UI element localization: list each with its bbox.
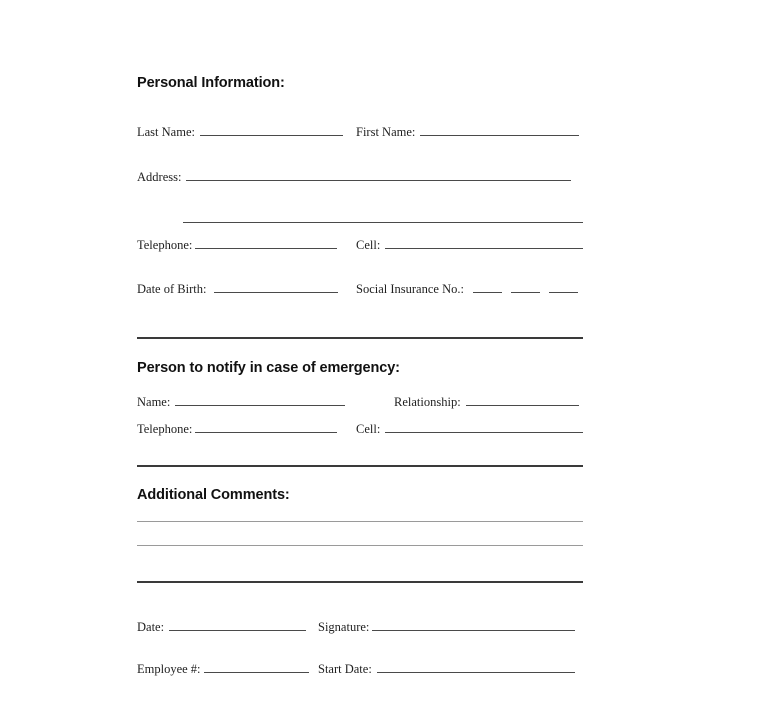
row-emergency-name (137, 390, 583, 410)
row-birth-sin (137, 277, 583, 297)
field-cell[interactable] (356, 237, 583, 253)
start-date-label: Start Date: (318, 662, 372, 676)
row-address-continued (137, 203, 583, 223)
emergency-contact-heading: Person to notify in case of emergency: (137, 360, 400, 376)
field-signature[interactable] (318, 619, 575, 635)
field-social-insurance[interactable] (356, 281, 578, 297)
section-divider-3 (137, 581, 583, 583)
emergency-relationship-label: Relationship: (394, 395, 461, 409)
date-label: Date: (137, 620, 165, 634)
emergency-name-label: Name: (137, 395, 171, 409)
cell-label: Cell: (356, 238, 381, 252)
telephone-label: Telephone: (137, 238, 193, 252)
address-label: Address: (137, 170, 182, 184)
field-date[interactable] (137, 619, 306, 635)
address-blank[interactable] (186, 169, 571, 181)
cell-blank[interactable] (385, 237, 583, 249)
field-date-of-birth[interactable] (137, 281, 338, 297)
row-emergency-phone (137, 417, 583, 437)
social-insurance-label: Social Insurance No.: (356, 282, 464, 296)
date-blank[interactable] (169, 619, 306, 631)
comments-write-line-1[interactable] (137, 521, 583, 522)
emergency-name-blank[interactable] (175, 394, 345, 406)
start-date-blank[interactable] (377, 661, 575, 673)
row-address (137, 165, 583, 185)
last-name-label: Last Name: (137, 125, 195, 139)
emergency-cell-label: Cell: (356, 422, 381, 436)
field-telephone[interactable] (137, 237, 337, 253)
social-insurance-segment-3[interactable] (549, 281, 578, 293)
section-divider-1 (137, 337, 583, 339)
first-name-blank[interactable] (420, 124, 579, 136)
emergency-telephone-label: Telephone: (137, 422, 193, 436)
additional-comments-heading: Additional Comments: (137, 487, 290, 503)
emergency-telephone-blank[interactable] (195, 421, 337, 433)
date-of-birth-blank[interactable] (214, 281, 338, 293)
field-emergency-telephone[interactable] (137, 421, 337, 437)
social-insurance-segments[interactable] (473, 281, 578, 293)
first-name-label: First Name: (356, 125, 416, 139)
row-employee-start (137, 657, 583, 677)
row-name (137, 120, 583, 140)
date-of-birth-label: Date of Birth: (137, 282, 207, 296)
social-insurance-segment-1[interactable] (473, 281, 502, 293)
comments-write-line-2[interactable] (137, 545, 583, 546)
emergency-relationship-blank[interactable] (466, 394, 579, 406)
employee-number-label: Employee #: (137, 662, 201, 676)
field-start-date[interactable] (318, 661, 575, 677)
emergency-cell-blank[interactable] (385, 421, 583, 433)
field-first-name[interactable] (356, 124, 579, 140)
field-emergency-cell[interactable] (356, 421, 583, 437)
field-emergency-relationship[interactable] (394, 394, 579, 410)
field-address[interactable] (137, 169, 571, 185)
section-divider-2 (137, 465, 583, 467)
address-line-2-blank[interactable] (183, 211, 583, 223)
telephone-blank[interactable] (195, 237, 337, 249)
employee-number-blank[interactable] (204, 661, 309, 673)
row-phone (137, 233, 583, 253)
signature-label: Signature: (318, 620, 370, 634)
field-address-line-2[interactable] (183, 211, 583, 223)
personal-information-heading: Personal Information: (137, 75, 285, 91)
signature-blank[interactable] (372, 619, 575, 631)
row-date-signature (137, 615, 583, 635)
field-employee-number[interactable] (137, 661, 309, 677)
field-emergency-name[interactable] (137, 394, 345, 410)
social-insurance-segment-2[interactable] (511, 281, 540, 293)
last-name-blank[interactable] (200, 124, 343, 136)
field-last-name[interactable] (137, 124, 343, 140)
